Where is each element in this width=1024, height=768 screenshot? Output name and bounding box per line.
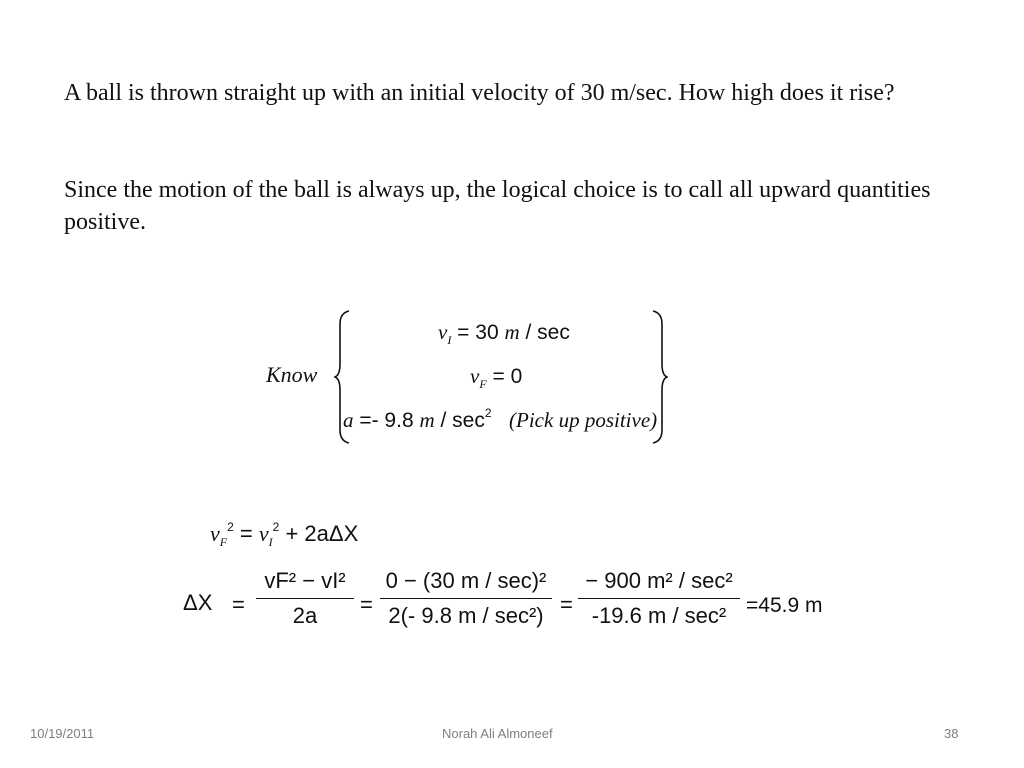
fraction-bar bbox=[380, 598, 552, 599]
fraction-denominator: 2(- 9.8 m / sec²) bbox=[388, 603, 544, 628]
slide-number: 38 bbox=[944, 726, 959, 741]
kinematic-equation: $v_F^2 = v_I^2 + 2a\Delta X$ bbox=[210, 520, 359, 549]
fraction-bar bbox=[256, 598, 354, 599]
problem-statement: A ball is thrown straight up with an initial velocity of 30 m/sec. How high does it rise? bbox=[64, 80, 895, 106]
equals-sign: = bbox=[360, 592, 373, 617]
delta-x-symbol: ΔX bbox=[183, 590, 213, 615]
sign-convention-note: (Pick up positive) bbox=[509, 408, 658, 432]
equals-sign: = bbox=[232, 592, 245, 617]
footer-author: Norah Ali Almoneef bbox=[442, 726, 553, 741]
fraction-numerator: vF² − vI² bbox=[264, 568, 346, 593]
fraction-denominator: -19.6 m / sec² bbox=[591, 603, 727, 628]
known-initial-velocity: $v_I = 30$ m / sec bbox=[438, 320, 570, 347]
fraction-numerator: 0 − (30 m / sec)² bbox=[385, 568, 547, 593]
know-label: Know bbox=[266, 362, 318, 387]
fraction-numerator: − 900 m² / sec² bbox=[585, 568, 733, 593]
sign-convention-text: Since the motion of the ball is always up, the logical choice is to call all upward quantities positive. bbox=[64, 177, 931, 235]
footer-date: 10/19/2011 bbox=[30, 726, 95, 741]
result-value: =45.9 m bbox=[746, 594, 823, 617]
known-acceleration: a =- 9.8 m / $\sec^2$ (Pick up positive) bbox=[343, 406, 658, 432]
fraction-denominator: 2a bbox=[292, 603, 318, 628]
equals-sign: = bbox=[560, 592, 573, 617]
fraction-evaluated bbox=[578, 567, 740, 630]
fraction-bar bbox=[578, 598, 740, 599]
known-final-velocity: $v_F = 0$ bbox=[470, 364, 523, 391]
fraction-substitution bbox=[380, 567, 552, 630]
fraction-formula bbox=[256, 567, 354, 630]
